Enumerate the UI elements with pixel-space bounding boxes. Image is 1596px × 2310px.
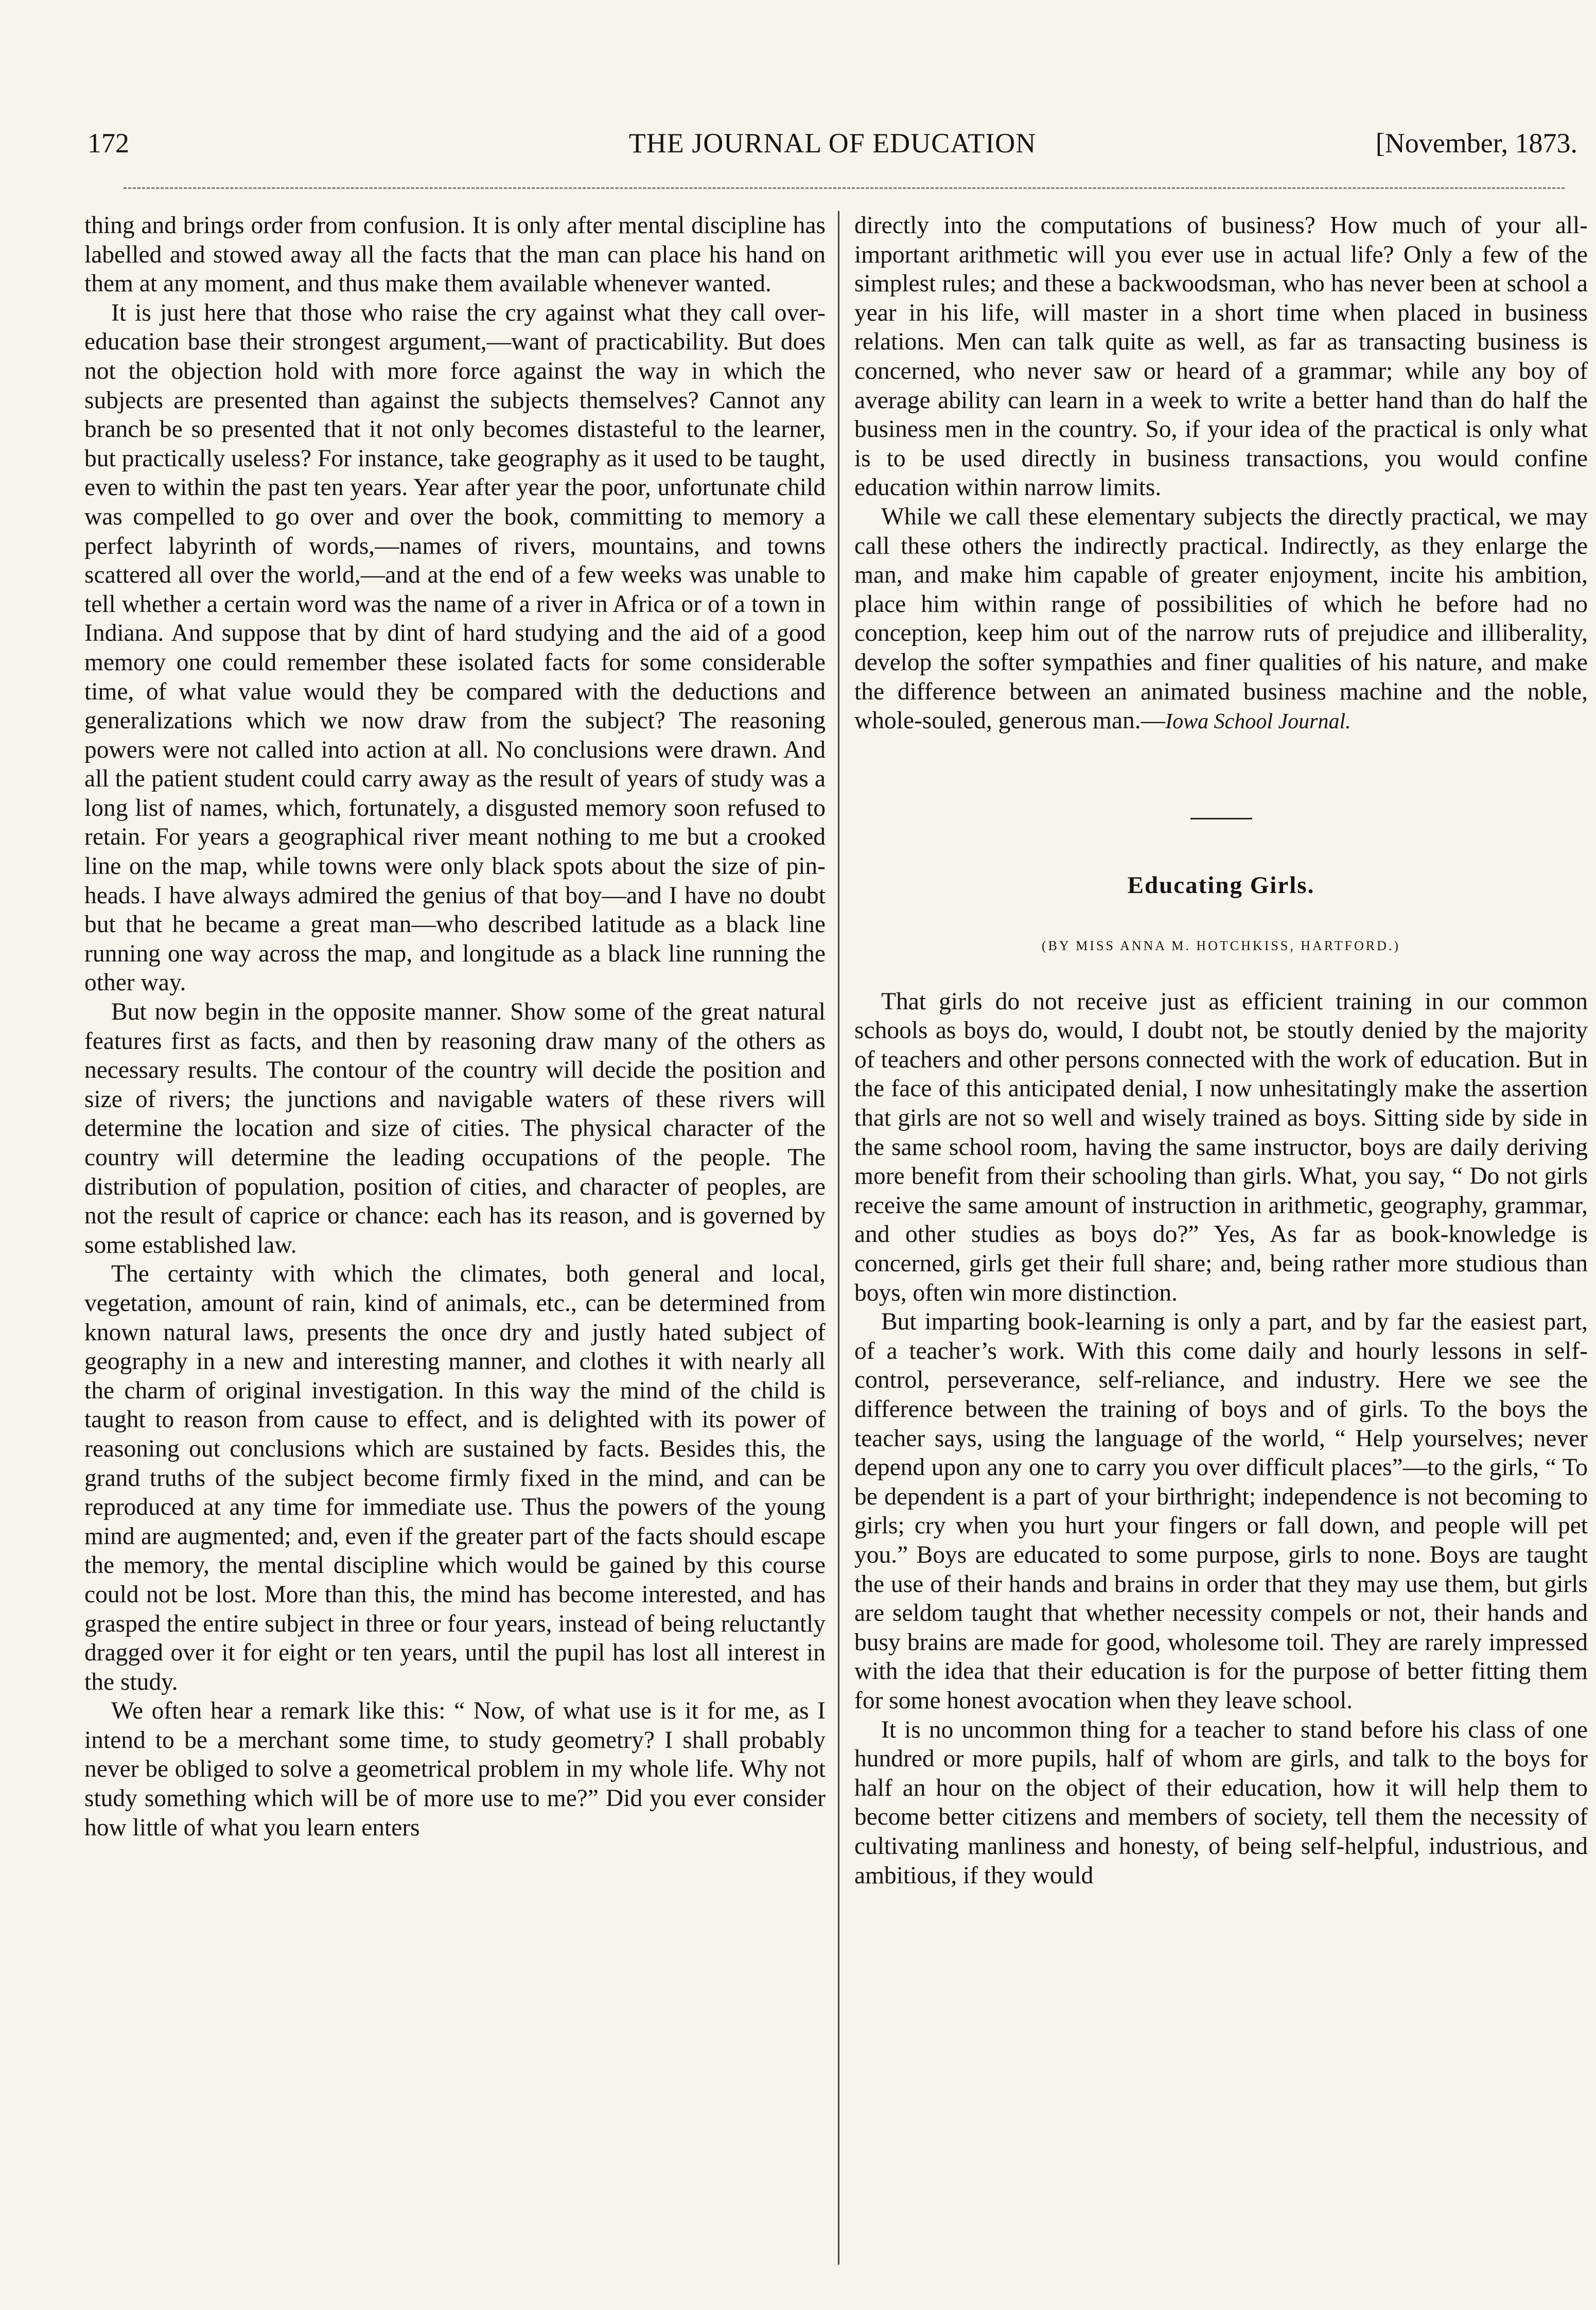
paragraph: It is no uncommon thing for a teacher to stand before his class of one hundred or more pupils, half of whom are girls, and talk to the boys for half an hour on the object of their education, how it will help them to become better citizens and members of society, tell them the necessity of cultivating manliness and honesty, of being self-helpful, industrious, and ambitious, if they would [854,1716,1588,1889]
paragraph: But imparting book-learning is only a part, and by far the easiest part, of a teacher’s work. With this come daily and hourly lessons in self-control, perseverance, self-reliance, and industry. Here we see the difference between the training of boys and of girls. To the boys the teacher says, using the language of the world, “ Help yourselves; never depend upon any one to carry you over difficult places”—to the girls, “ To be dependent is a part of your birthright; independence is not becoming to girls; cry when you hurt your fingers or fall down, and people will pet you.” Boys are educated to some purpose, girls to none. Boys are taught the use of their hands and brains in order that they may use them, but girls are seldom taught that whether necessity compels or not, their hands and busy brains are made for good, wholesome toil. They are rarely impressed with the idea that their education is for the purpose of better fitting them for some honest avocation when they leave school. [854,1308,1588,1714]
paragraph: But now begin in the opposite manner. Show some of the great natural features first as facts, and then by reasoning draw many of the others as necessary results. The contour of the country will decide the position and size of rivers; the junctions and navigable waters of these rivers will determine the location and size of cities. The physical character of the country will determine the leading occupations of the people. The distribution of population, position of cities, and character of peoples, are not the result of caprice or chance: each has its reason, and is governed by some established law. [84,999,826,1258]
page-number: 172 [87,128,129,159]
paragraph: That girls do not receive just as efficient training in our common schools as boys do, would, I doubt not, be stoutly denied by the majority of teachers and other persons connected with the work of education. But in the face of this anticipated denial, I now unhesitatingly make the assertion that girls are not so well and wisely trained as boys. Sitting side by side in the same school room, having the same instructor, boys are daily deriving more benefit from their schooling than girls. What, you say, “ Do not girls receive the same amount of instruction in arithmetic, geography, grammar, and other studies as boys do?” Yes, As far as book-knowledge is concerned, girls get their full share; and, being rather more studious than boys, often win more distinction. [854,988,1588,1306]
paragraph: It is just here that those who raise the cry against what they call over-education base their strongest argument,—want of practicability. But does not the objection hold with more force against the way in which the subjects are presented than against the subjects themselves? Cannot any branch be so presented that it not only becomes distasteful to the learner, but practically useless? For instance, take geography as it used to be taught, even to within the past ten years. Year after year the poor, unfortunate child was compelled to go over and over the book, committing to memory a perfect labyrinth of words,—names of rivers, mountains, and towns scattered all over the world,—and at the end of a few weeks was unable to tell whether a certain word was the name of a river in Africa or of a town in Indiana. And suppose that by dint of hard studying and the aid of a good memory one could remember these isolated facts for some considerable time, of what value would they be compared with the deductions and generalizations which we now draw from the subject? The reasoning powers were not called into action at all. No conclusions were drawn. And all the patient student could carry away as the result of years of study was a long list of names, which, fortunately, a disgusted memory soon refused to retain. For years a geographical river meant nothing to me but a crooked line on the map, while towns were only black spots about the size of pin-heads. I have always admired the genius of that boy—and I have no doubt but that he became a great man—who described latitude as a black line running one way across the map, and longitude as a black line running the other way. [84,299,826,996]
left-column [84,211,826,1842]
column-divider [838,211,839,2265]
paragraph: thing and brings order from confusion. It is only after mental discipline has labelled and stowed away all the facts that the man can place his hand on them at any moment, and thus make them available whenever wanted. [84,212,826,297]
right-column [854,211,1588,1890]
paragraph-with-credit [854,502,1588,737]
paragraph: directly into the computations of business? How much of your all-important arithmetic will you ever use in actual life? Only a few of the simplest rules; and these a backwoodsman, who has never been at school a year in his life, will master in a short time when placed in business relations. Men can talk quite as well, as far as transacting business is concerned, who never saw or heard of a grammar; while any boy of average ability can learn in a week to write a better hand than do half the business men in the country. So, if your idea of the practical is only what is to be used directly in business transactions, you would confine education within narrow limits. [854,212,1588,501]
source-credit: Iowa School Journal. [1165,710,1351,734]
article-separator [1190,818,1252,819]
page-header [87,122,1577,164]
paragraph-text: While we call these elementary subjects the directly practical, we may call these others the indirectly practical. Indirectly, as they enlarge the man, and make him capable of greater enjoyment, incite his ambition, place him within range of possibilities of which he before had no conception, keep him out of the narrow ruts of prejudice and illiberality, develop the softer sympathies and finer qualities of his nature, and make the difference between an animated business machine and the noble, whole-souled, generous man.— [854,503,1588,734]
article-byline: (BY MISS ANNA M. HOTCHKISS, HARTFORD.) [1042,938,1400,953]
article-title: Educating Girls. [1127,871,1315,899]
paragraph: We often hear a remark like this: “ Now, of what use is it for me, as I intend to be a merchant some time, to study geometry? I shall probably never be obliged to solve a geometrical problem in my whole life. Why not study something which will be of more use to me?” Did you ever consider how little of what you learn enters [84,1697,826,1841]
journal-title: THE JOURNAL OF EDUCATION [628,128,1037,159]
paragraph: The certainty with which the climates, both general and local, vegetation, amount of rain, kind of animals, etc., can be determined from known natural laws, presents the once dry and justly hated subject of geography in a new and interesting manner, and clothes it with nearly all the charm of original investigation. In this way the mind of the child is taught to reason from cause to effect, and is delighted with its power of reasoning out conclusions which are sustained by facts. Besides this, the grand truths of the subject become firmly fixed in the mind, and can be reproduced at any time for immediate use. Thus the powers of the young mind are augmented; and, even if the greater part of the facts should escape the memory, the mental discipline which would be gained by this course could not be lost. More than this, the mind has become interested, and has grasped the entire subject in three or four years, instead of being reluctantly dragged over it for eight or ten years, until the pupil has lost all interest in the study. [84,1261,826,1695]
header-rule [124,187,1565,189]
issue-date: [November, 1873. [1375,128,1577,159]
